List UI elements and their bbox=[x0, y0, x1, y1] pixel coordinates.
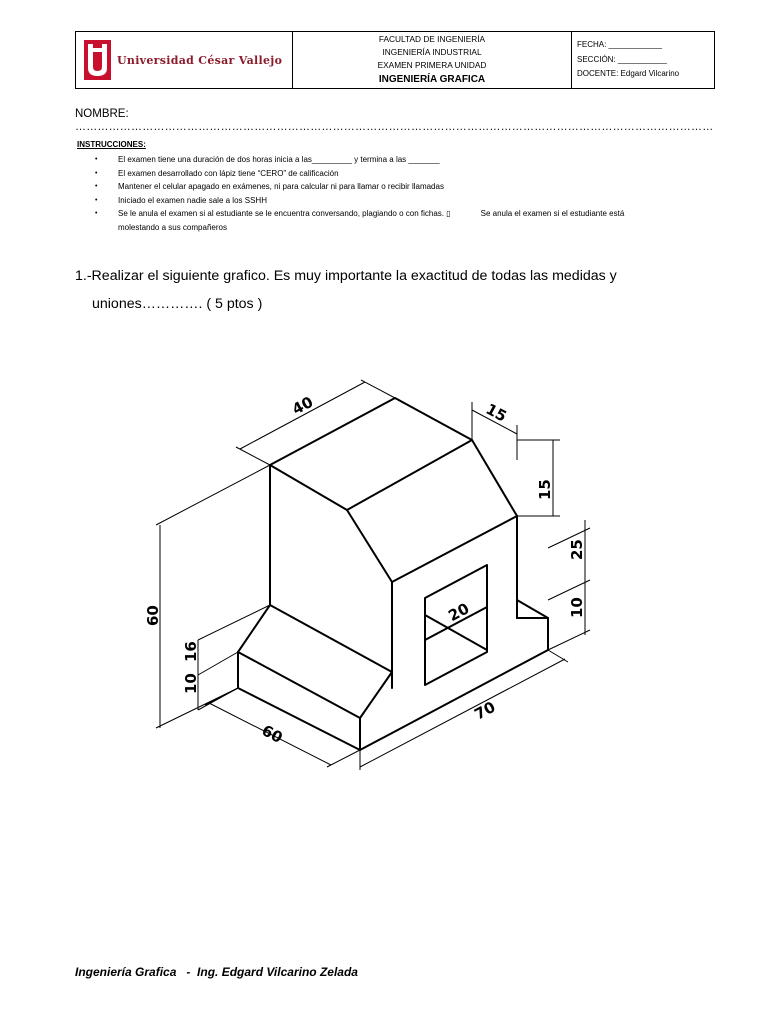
instruction-item: • El examen desarrollado con lápiz tiene “CERO” de calificación bbox=[95, 167, 655, 181]
ucv-logo-icon bbox=[84, 40, 111, 80]
question-1 bbox=[75, 262, 715, 318]
logo-text-2: César Vallejo bbox=[198, 53, 283, 67]
header-table bbox=[75, 31, 715, 89]
instruction-item: • Iniciado el examen nadie sale a los SSHH bbox=[95, 194, 655, 208]
seccion-field: SECCIÓN: ___________ bbox=[577, 54, 667, 64]
logo-text-1: Universidad bbox=[117, 53, 195, 67]
university-logo bbox=[76, 32, 293, 88]
question-line-1: 1.-Realizar el siguiente grafico. Es muy importante la exactitud de todas las medidas y bbox=[75, 268, 617, 284]
footer: Ingeniería Grafica - Ing. Edgard Vilcarino Zelada bbox=[75, 965, 358, 979]
header-center bbox=[293, 32, 572, 88]
instructions-title: INSTRUCCIONES: bbox=[77, 140, 146, 149]
object-outline bbox=[238, 398, 548, 750]
fecha-field: FECHA: ____________ bbox=[577, 40, 662, 49]
faculty-name: FACULTAD DE INGENIERÍA bbox=[378, 34, 486, 44]
instruction-item-5a: Se le anula el examen si al estudiante se le encuentra conversando, plagiando o con fichas. ▯ bbox=[118, 209, 451, 219]
nombre-label: NOMBRE: bbox=[75, 108, 129, 120]
dim-label-25: 25 bbox=[568, 539, 586, 560]
dim-label-60-bottom: 60 bbox=[258, 721, 286, 747]
question-line-2: uniones…………. ( 5 ptos ) bbox=[92, 296, 263, 312]
dim-label-10-right: 10 bbox=[568, 597, 586, 618]
isometric-drawing bbox=[120, 370, 640, 790]
instruction-item: • El examen tiene una duración de dos horas inicia a las_________ y termina a las _______ bbox=[95, 153, 655, 167]
instructions-list bbox=[95, 153, 655, 235]
instruction-item-5b: Se anula el examen si el estudiante está molestando a sus compañeros bbox=[118, 209, 625, 232]
instruction-item bbox=[95, 207, 655, 234]
dim-label-40: 40 bbox=[289, 392, 317, 419]
docente-field: DOCENTE: Edgard Vilcarino bbox=[577, 69, 680, 78]
exam-name: EXAMEN PRIMERA UNIDAD bbox=[377, 60, 487, 70]
instruction-item: • Mantener el celular apagado en exámenes, ni para calcular ni para llamar o recibir llamadas bbox=[95, 180, 655, 194]
dim-label-15-right: 15 bbox=[536, 479, 554, 500]
dim-label-60-vertical: 60 bbox=[144, 605, 162, 626]
dim-label-15-top: 15 bbox=[482, 399, 510, 426]
dim-label-70: 70 bbox=[471, 697, 499, 724]
header-right bbox=[572, 32, 714, 88]
dim-label-20: 20 bbox=[445, 599, 473, 626]
course-title: INGENIERÍA GRAFICA bbox=[378, 74, 486, 85]
logo-wordmark bbox=[117, 54, 282, 67]
nombre-dots: ……………………………………………………………………………………………………………………………………………………… bbox=[75, 121, 714, 133]
dim-label-10-left: 10 bbox=[182, 673, 200, 694]
program-name: INGENIERÍA INDUSTRIAL bbox=[382, 47, 482, 57]
dimension-lines bbox=[156, 380, 590, 770]
dim-label-16: 16 bbox=[182, 641, 200, 662]
